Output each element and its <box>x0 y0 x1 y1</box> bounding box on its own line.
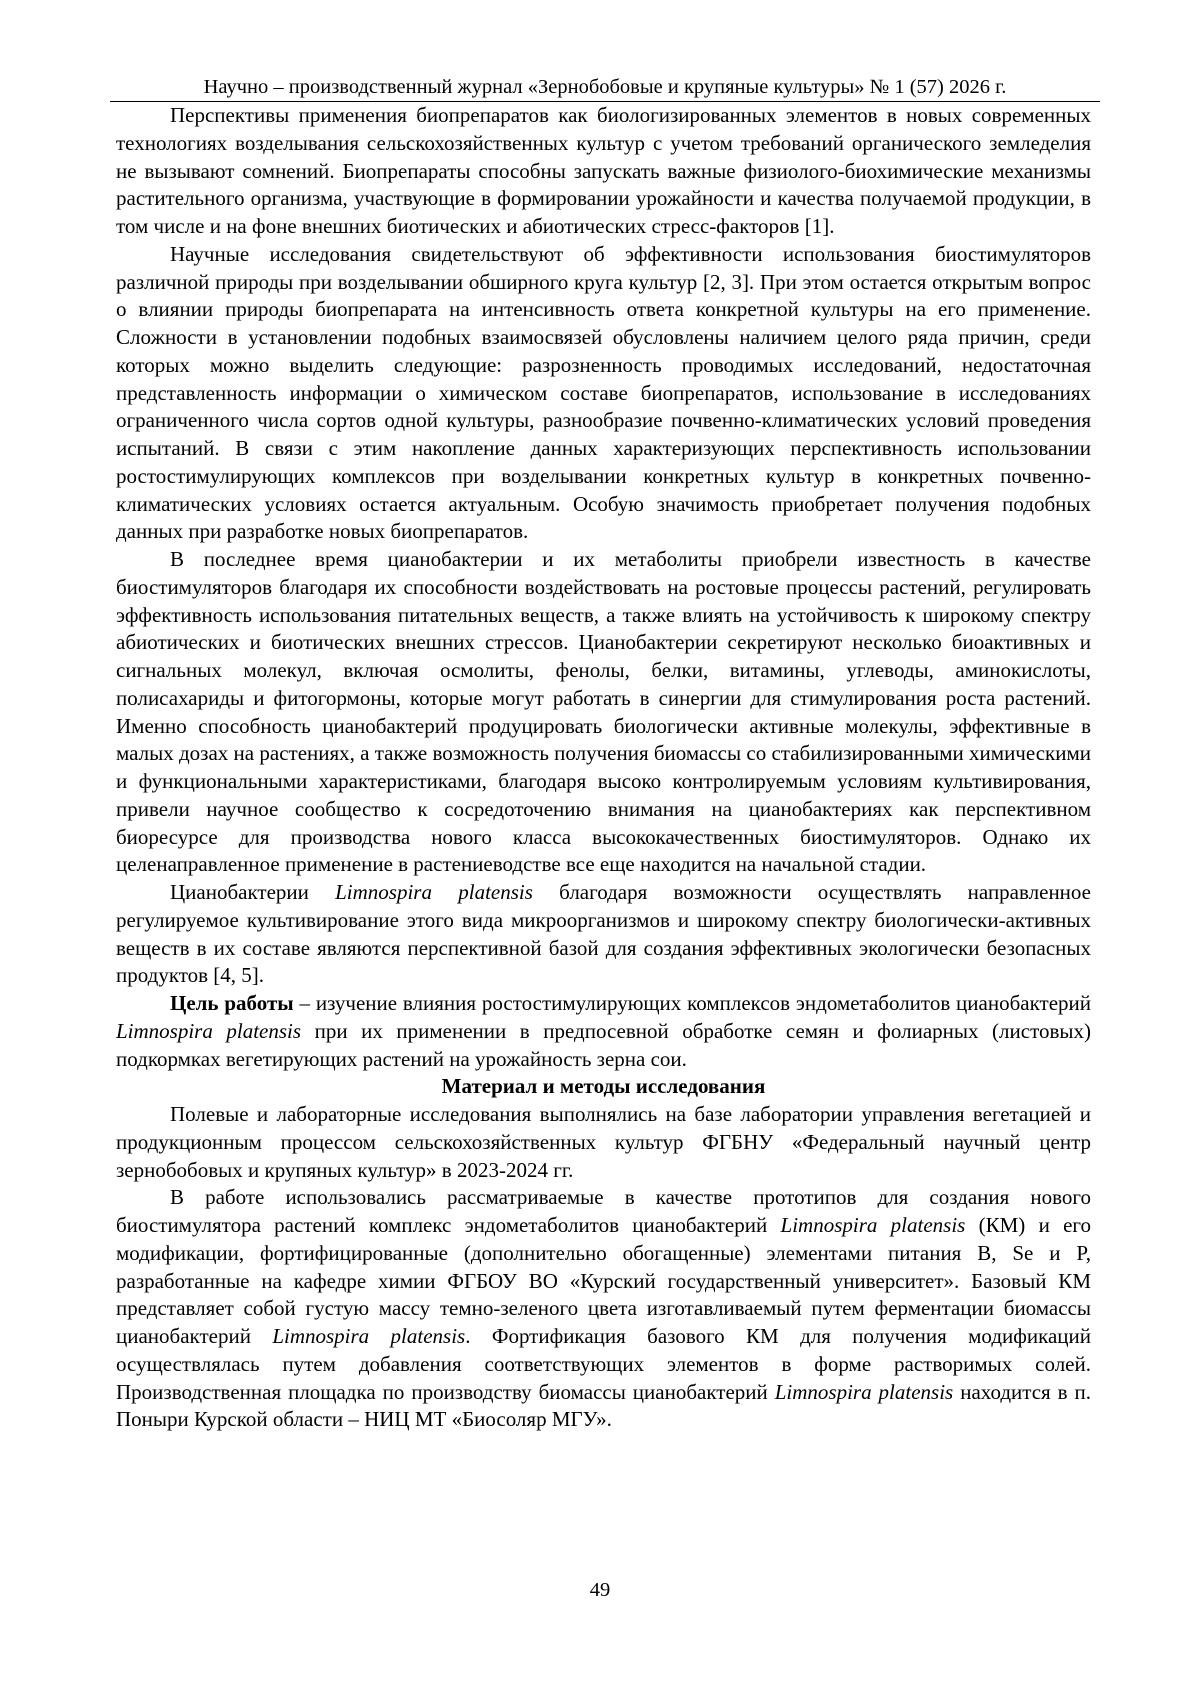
text-run: благодаря возможности осуществлять направленное регулируемое культивирование этого вида микроорганизмов и широкому спектру биологически-активных веществ в их составе являются перспективной базой для создания эффективных экологически безопасных продуктов [4, 5]. <box>116 880 1091 988</box>
paragraph-limnospira <box>116 879 1091 990</box>
goal-label: Цель работы <box>170 991 294 1015</box>
article-body <box>116 102 1091 1434</box>
text-run: ) и его модификации, фортифицированные (дополнительно обогащенные) элементами питания B, Se и P, разработанные на кафедре химии ФГБОУ ВО «Курский государственный университет». Базовый КМ представляет собой густую массу темно-зеленого цвета изготавливаемый путем ферментации биомассы цианобактерий <box>116 1213 1091 1348</box>
paragraph-materials <box>116 1184 1091 1434</box>
text-run: (КМ <box>978 1213 1019 1237</box>
page-number: 49 <box>589 1579 611 1601</box>
paragraph-cyanobacteria: В последнее время цианобактерии и их метаболиты приобрели известность в качестве биостимуляторов благодаря их способности воздействовать на ростовые процессы растений, регулировать эффективность использования питательных веществ, а также влиять на устойчивость к широкому спектру абиотических и биотических внешних стрессов. Цианобактерии секретируют несколько биоактивных и сигнальных молекул, включая осмолиты, фенолы, белки, витамины, углеводы, аминокислоты, полисахариды и фитогормоны, которые могут работать в синергии для стимулирования роста растений. Именно способность цианобактерий продуцировать биологически активные молекулы, эффективные в малых дозах на растениях, а также возможность получения биомассы со стабилизированными химическими и функциональными характеристиками, благодаря высоко контролируемым условиям культивирования, привели научное сообщество к сосредоточению внимания на цианобактериях как перспективном биоресурсе для производства нового класса высококачественных биостимуляторов. Однако их целенаправленное применение в растениеводстве все еще находится на начальной стадии. <box>116 547 1091 877</box>
species-name: Limnospira platensis <box>335 880 533 904</box>
text-run: Цианобактерии <box>170 880 309 904</box>
species-name: Limnospira platensis <box>272 1324 466 1348</box>
text-run: В работе использовались рассматриваемые в качестве прототипов для создания нового биостимулятора растений комплекс эндометаболитов цианобактерий <box>116 1185 1091 1237</box>
paragraph-research-goal <box>116 990 1091 1073</box>
paragraph-field-studies: Полевые и лабораторные исследования выполнялись на базе лаборатории управления вегетацией и продукционным процессом сельскохозяйственных культур ФГБНУ «Федеральный научный центр зернобобовых и крупяных культур» в 2023-2024 гг. <box>116 1102 1091 1182</box>
species-name: Limnospira platensis <box>116 1018 302 1043</box>
text-run: . Фортификация базового КМ для получения модификаций осуществлялась путем добавления соответствующих элементов в форме растворимых солей. Производственная площадка по производству биомассы цианобактерий <box>116 1324 1092 1404</box>
running-header: Научно – производственный журнал «Зернобобовые и крупяные культуры» № 1 (57) 2026 г. <box>203 76 1007 98</box>
species-name: Limnospira platensis <box>774 1379 954 1404</box>
text-run: при их применении в предпосевной обработке семян и фолиарных (листовых) подкормках вегетирующих растений на урожайность зерна сои. <box>116 1018 1092 1071</box>
paragraph-biopreparations: Перспективы применения биопрепаратов как биологизированных элементов в новых современных технологиях возделывания сельскохозяйственных культур с учетом требований органического земледелия не вызывают сомнений. Биопрепараты способны запускать важные физиолого-биохимические механизмы растительного организма, участвующие в формировании урожайности и качества получаемой продукции, в том числе и на фоне внешних биотических и абиотических стресс-факторов [1]. <box>116 103 1091 238</box>
text-run: находится в п. Поныри Курской области – НИЦ МТ «Биосоляр МГУ». <box>116 1379 1092 1432</box>
text-run: – изучение влияния ростостимулирующих комплексов эндометаболитов цианобактерий <box>299 991 1091 1015</box>
species-name: Limnospira platensis <box>780 1213 966 1237</box>
section-heading: Материал и методы исследования <box>441 1074 766 1099</box>
paragraph-scientific-research: Научные исследования свидетельствуют об эффективности использования биостимуляторов различной природы при возделывании обширного круга культур [2, 3]. При этом остается открытым вопрос о влиянии природы биопрепарата на интенсивность ответа конкретной культуры на его применение. Сложности в установлении подобных взаимосвязей обусловлены наличием целого ряда причин, среди которых можно выделить следующие: разрозненность проводимых исследований, недостаточная представленность информации о химическом составе биопрепаратов, использование в исследованиях ограниченного числа сортов одной культуры, разнообразие почвенно-климатических условий проведения испытаний. В связи с этим накопление данных характеризующих перспективность использовании ростостимулирующих комплексов при возделывании конкретных культур в конкретных почвенно-климатических условиях остается актуальным. Особую значимость приобретает получения подобных данных при разработке новых биопрепаратов. <box>116 241 1091 544</box>
